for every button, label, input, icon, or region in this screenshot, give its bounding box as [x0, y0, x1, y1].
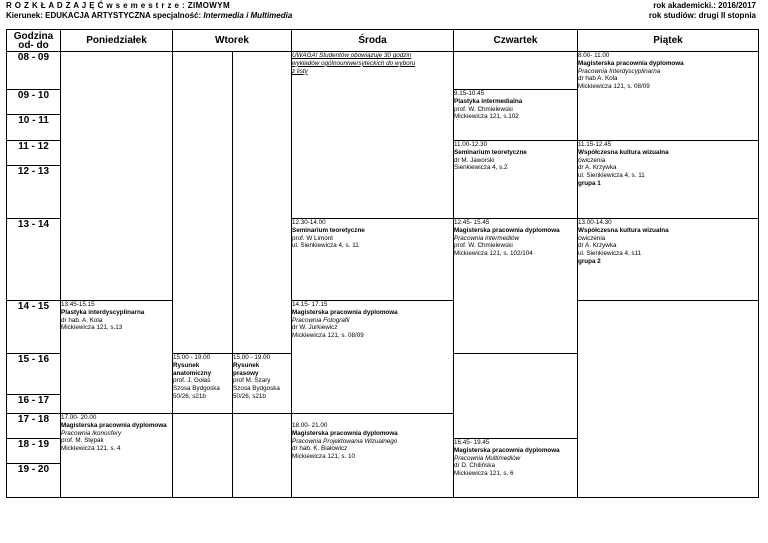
class-monday-icons: 17.00- 20.00 Magisterska pracownia dyplomowa Pracownia Ikonosfery prof. M. Stępak Mickiewicza 121, s. 4: [61, 414, 173, 498]
column-header-friday: Piątek: [578, 30, 759, 52]
hour-label: 15 - 16: [7, 354, 61, 395]
column-header-hours: Godzina od- do: [7, 30, 61, 52]
empty-slot: [233, 52, 292, 354]
schedule-title: R O Z K Ł A D Z A J Ę Ć w s e m e s t r z e : ZIMOWYM: [6, 1, 231, 10]
hour-label: 19 - 20: [7, 464, 61, 498]
hour-label: 11 - 12: [7, 141, 61, 166]
specialization: Intermedia i Multimedia: [203, 11, 293, 20]
empty-slot: [233, 414, 292, 498]
hour-label: 12 - 13: [7, 166, 61, 219]
hour-label: 16 - 17: [7, 395, 61, 414]
class-monday-plastyka: 13.45-15.15 Plastyka interdyscyplinarna dr hab. A. Kola Mickiewicza 121, s.13: [61, 301, 173, 414]
header-row: [7, 30, 759, 52]
class-tuesday-press-drawing: 15.00 - 19.00 Rysunek prasowy prof M. Szary Szosa Bydgoska 50/26, s21b: [233, 354, 292, 414]
hour-row: [7, 52, 759, 90]
class-friday-culture-group2: 13.00-14.30 Współczesna kultura wizualna ćwiczenia dr A. Krzywka ul. Sienkiewicza 4, s11 grupa 2: [578, 219, 759, 301]
empty-slot: [173, 52, 233, 354]
class-thursday-seminar: 11.00-12.30 Seminarium teoretyczne dr M. Jaworski Sienkiewicza 4, s.2: [454, 141, 578, 219]
hour-label: 14 - 15: [7, 301, 61, 354]
hour-label: 08 - 09: [7, 52, 61, 90]
hour-label: 10 - 11: [7, 115, 61, 141]
class-friday-culture-group1: 11.15-12.45 Współczesna kultura wizualna ćwiczenia dr A. Krzywka ul. Sienkiewicza 4, s. 11 grupa 1: [578, 141, 759, 219]
class-wednesday-photo: 14.15- 17.15 Magisterska pracownia dyplomowa Pracownia Fotografii dr W. Jurkiewicz Mickiewicza 121, s. 08/09: [292, 301, 454, 414]
empty-slot: [578, 301, 759, 498]
class-wednesday-seminar: 12.30-14.00 Seminarium teoretyczne prof. W Limont ul. Sienkiewicza 4, s. 11: [292, 219, 454, 301]
empty-slot: [61, 52, 173, 301]
column-header-wednesday: Środa: [292, 30, 454, 52]
schedule-table: [6, 29, 759, 498]
empty-slot: [454, 52, 578, 90]
class-thursday-intermedia: 9.15-10.45 Plastyka intermedialna prof. W. Chmielewski Mickiewicza 121, s.102: [454, 90, 578, 141]
study-year: rok studiów: drugi II stopnia: [648, 11, 756, 20]
hour-label: 13 - 14: [7, 219, 61, 301]
class-notice-wednesday: UWAGA! Studentów obowiązuje 30 godzin wykładów ogólnouniwersyteckich do wyboru z listy: [292, 52, 454, 219]
class-wednesday-visual: 18.00- 21.00 Magisterska pracownia dyplomowa Pracownia Projektowania Wizualnego dr hab. K. Białowicz Mickiewicza 121, s. 10: [292, 414, 454, 498]
hour-label: 17 - 18: [7, 414, 61, 439]
field-of-study: Kierunek: EDUKACJA ARTYSTYCZNA specjalność: Intermedia i Multimedia: [6, 11, 293, 20]
hour-label: 18 - 19: [7, 439, 61, 464]
class-tuesday-anatomical-drawing: 15.00 - 19.00 Rysunek anatomiczny prof. J. Gołaś Szosa Bydgoska 50/26, s21b: [173, 354, 233, 414]
hour-label: 09 - 10: [7, 90, 61, 115]
class-friday-diploma: 8.00- 11.00 Magisterska pracownia dyplomowa Pracownia Interdyscyplinarna dr hab A. Kola Mickiewicza 121, s. 08/09: [578, 52, 759, 141]
column-header-monday: Poniedziałek: [61, 30, 173, 52]
column-header-thursday: Czwartek: [454, 30, 578, 52]
class-thursday-diploma: 12.45- 15.45 Magisterska pracownia dyplomowa Pracownia intermediów prof. W. Chmielewski Mickiewicza 121, s. 102/104: [454, 219, 578, 354]
hour-row: [7, 301, 759, 354]
empty-slot: [173, 414, 233, 498]
semester: ZIMOWYM: [187, 1, 231, 10]
column-header-tuesday: Wtorek: [173, 30, 292, 52]
academic-year: rok akademicki.: 2016/2017: [653, 1, 756, 10]
class-thursday-multimedia: 16.45- 19.45 Magisterska pracownia dyplomowa Pracownia Multimediów dr D. Chilińska Mickiewicza 121, s. 6: [454, 439, 578, 498]
empty-slot: [454, 354, 578, 439]
